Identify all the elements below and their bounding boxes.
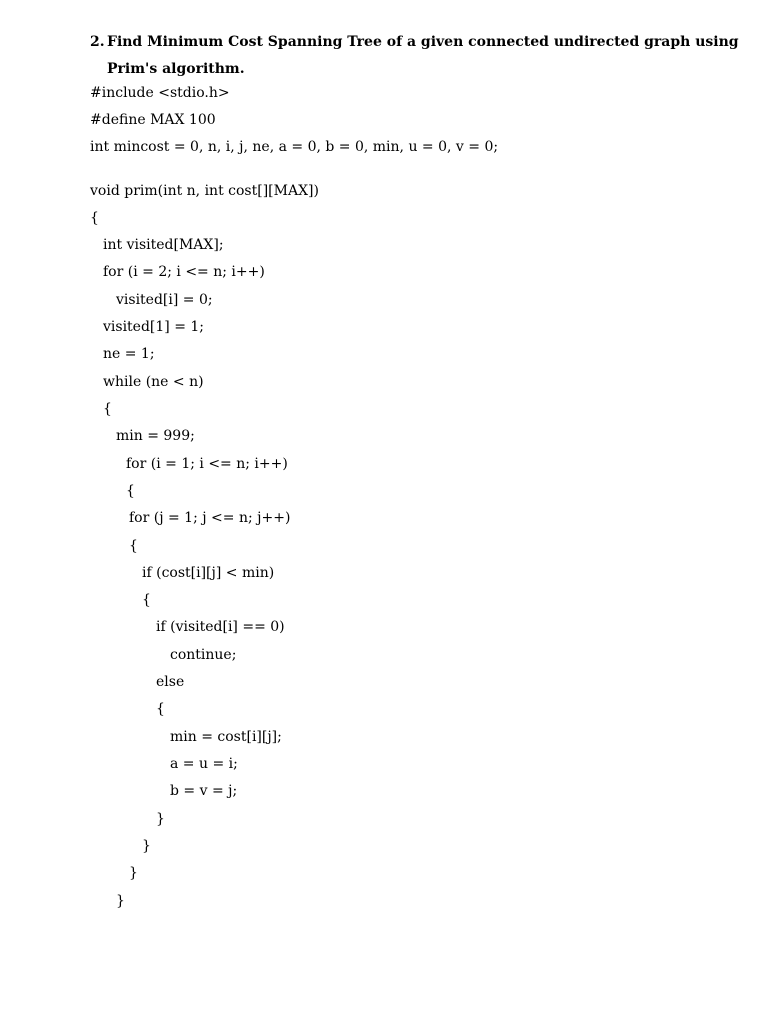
code-line-globals: int mincost = 0, n, i, j, ne, a = 0, b = 0, min, u = 0, v = 0; — [90, 139, 499, 155]
code-line: visited[i] = 0; — [116, 292, 213, 308]
code-line-include: #include <stdio.h> — [90, 85, 230, 101]
code-line: for (j = 1; j <= n; j++) — [129, 510, 291, 526]
code-line: { — [90, 210, 99, 226]
code-line: if (visited[i] == 0) — [156, 619, 285, 635]
code-line: for (i = 2; i <= n; i++) — [103, 264, 265, 280]
code-line: { — [142, 592, 151, 608]
code-line: b = v = j; — [170, 783, 238, 799]
heading-line-2: Prim's algorithm. — [107, 61, 245, 77]
code-line: while (ne < n) — [103, 374, 204, 390]
code-line: a = u = i; — [170, 756, 238, 772]
code-line: min = cost[i][j]; — [170, 729, 282, 745]
code-line: for (i = 1; i <= n; i++) — [126, 456, 288, 472]
code-line-function-signature: void prim(int n, int cost[][MAX]) — [90, 183, 319, 199]
code-line: { — [156, 701, 165, 717]
code-line: } — [142, 838, 151, 854]
section-number: 2. — [90, 34, 105, 50]
code-line: min = 999; — [116, 428, 195, 444]
code-line: } — [129, 865, 138, 881]
code-line: int visited[MAX]; — [103, 237, 224, 253]
code-line: } — [156, 811, 165, 827]
code-line: { — [126, 483, 135, 499]
heading-line-1: Find Minimum Cost Spanning Tree of a given connected undirected graph using — [107, 34, 739, 50]
code-line: continue; — [170, 647, 237, 663]
code-line: if (cost[i][j] < min) — [142, 565, 275, 581]
code-line: ne = 1; — [103, 346, 155, 362]
code-line: { — [103, 401, 112, 417]
code-line: visited[1] = 1; — [103, 319, 205, 335]
code-line: else — [156, 674, 185, 690]
code-line-define: #define MAX 100 — [90, 112, 216, 128]
code-line: { — [129, 538, 138, 554]
code-line: } — [116, 893, 125, 909]
